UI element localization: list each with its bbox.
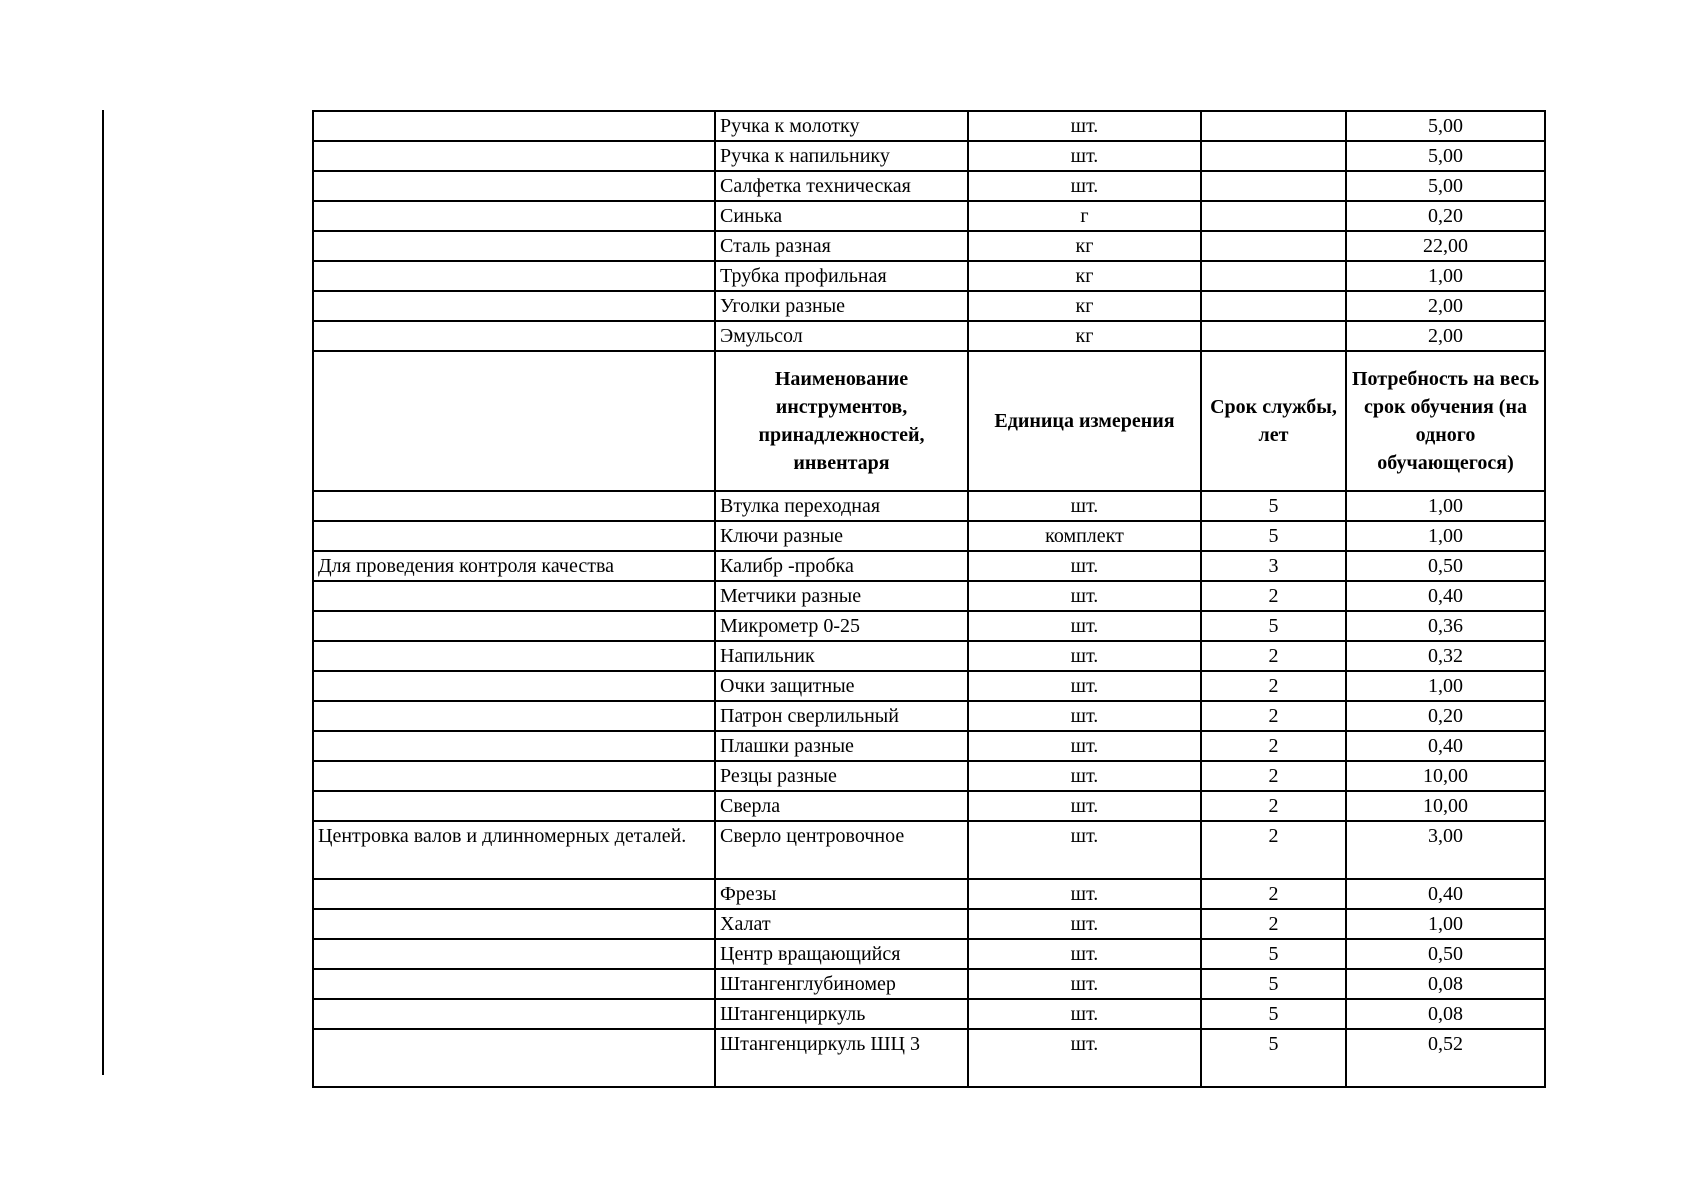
service-life-cell [1201, 201, 1346, 231]
table-row [313, 141, 1545, 171]
service-life-cell: 2 [1201, 791, 1346, 821]
unit-cell: г [968, 201, 1201, 231]
service-life-cell: 2 [1201, 879, 1346, 909]
category-cell [313, 291, 715, 321]
category-cell [313, 171, 715, 201]
table-row [313, 999, 1545, 1029]
table-row [313, 201, 1545, 231]
quantity-cell: 0,50 [1346, 939, 1545, 969]
item-name-cell: Эмульсол [715, 321, 968, 351]
unit-cell: шт. [968, 551, 1201, 581]
unit-cell: кг [968, 261, 1201, 291]
unit-cell: шт. [968, 761, 1201, 791]
unit-cell: кг [968, 291, 1201, 321]
category-cell: Для проведения контроля качества [313, 551, 715, 581]
item-name-cell: Штангенциркуль [715, 999, 968, 1029]
header-unit: Единица измерения [968, 351, 1201, 491]
unit-cell: кг [968, 231, 1201, 261]
item-name-cell: Резцы разные [715, 761, 968, 791]
unit-cell: шт. [968, 1029, 1201, 1087]
table-row [313, 969, 1545, 999]
item-name-cell: Халат [715, 909, 968, 939]
table-row [313, 521, 1545, 551]
item-name-cell: Ключи разные [715, 521, 968, 551]
quantity-cell: 5,00 [1346, 141, 1545, 171]
materials-section [313, 111, 1545, 351]
item-name-cell: Микрометр 0-25 [715, 611, 968, 641]
unit-cell: шт. [968, 821, 1201, 879]
unit-cell: шт. [968, 999, 1201, 1029]
item-name-cell: Штангенглубиномер [715, 969, 968, 999]
service-life-cell: 2 [1201, 761, 1346, 791]
unit-cell: комплект [968, 521, 1201, 551]
service-life-cell [1201, 171, 1346, 201]
service-life-cell [1201, 141, 1346, 171]
item-name-cell: Салфетка техническая [715, 171, 968, 201]
item-name-cell: Напильник [715, 641, 968, 671]
category-cell [313, 231, 715, 261]
unit-cell: шт. [968, 141, 1201, 171]
service-life-cell: 5 [1201, 969, 1346, 999]
quantity-cell: 1,00 [1346, 261, 1545, 291]
category-cell: Центровка валов и длинномерных деталей. [313, 821, 715, 879]
quantity-cell: 0,40 [1346, 731, 1545, 761]
quantity-cell: 0,20 [1346, 201, 1545, 231]
item-name-cell: Метчики разные [715, 581, 968, 611]
service-life-cell: 2 [1201, 581, 1346, 611]
service-life-cell: 5 [1201, 521, 1346, 551]
item-name-cell: Втулка переходная [715, 491, 968, 521]
header-need: Потребность на весь срок обучения (на одного обучающегося) [1346, 351, 1545, 491]
item-name-cell: Фрезы [715, 879, 968, 909]
quantity-cell: 0,40 [1346, 879, 1545, 909]
service-life-cell: 5 [1201, 939, 1346, 969]
category-cell [313, 701, 715, 731]
item-name-cell: Ручка к напильнику [715, 141, 968, 171]
table-row [313, 939, 1545, 969]
service-life-cell: 2 [1201, 701, 1346, 731]
category-cell [313, 641, 715, 671]
quantity-cell: 10,00 [1346, 761, 1545, 791]
table-row [313, 701, 1545, 731]
item-name-cell: Штангенциркуль ШЦ 3 [715, 1029, 968, 1087]
table-row [313, 761, 1545, 791]
unit-cell: шт. [968, 491, 1201, 521]
service-life-cell: 2 [1201, 909, 1346, 939]
table-header-row [313, 351, 1545, 491]
unit-cell: шт. [968, 969, 1201, 999]
quantity-cell: 0,40 [1346, 581, 1545, 611]
unit-cell: шт. [968, 909, 1201, 939]
table-row [313, 291, 1545, 321]
category-cell [313, 909, 715, 939]
item-name-cell: Уголки разные [715, 291, 968, 321]
table-row [313, 321, 1545, 351]
category-cell [313, 111, 715, 141]
category-cell [313, 791, 715, 821]
category-cell [313, 761, 715, 791]
category-cell [313, 321, 715, 351]
category-cell [313, 969, 715, 999]
service-life-cell [1201, 321, 1346, 351]
table-row [313, 879, 1545, 909]
service-life-cell: 2 [1201, 671, 1346, 701]
category-cell [313, 999, 715, 1029]
unit-cell: шт. [968, 939, 1201, 969]
item-name-cell: Трубка профильная [715, 261, 968, 291]
category-cell [313, 611, 715, 641]
category-cell [313, 521, 715, 551]
quantity-cell: 10,00 [1346, 791, 1545, 821]
item-name-cell: Ручка к молотку [715, 111, 968, 141]
table-row [313, 171, 1545, 201]
item-name-cell: Сверла [715, 791, 968, 821]
category-cell [313, 671, 715, 701]
table-row [313, 111, 1545, 141]
quantity-cell: 1,00 [1346, 909, 1545, 939]
unit-cell: шт. [968, 581, 1201, 611]
table-row [313, 231, 1545, 261]
service-life-cell [1201, 231, 1346, 261]
service-life-cell: 5 [1201, 611, 1346, 641]
quantity-cell: 5,00 [1346, 111, 1545, 141]
left-margin-rule [102, 110, 104, 1075]
service-life-cell: 2 [1201, 821, 1346, 879]
service-life-cell [1201, 111, 1346, 141]
item-name-cell: Очки защитные [715, 671, 968, 701]
unit-cell: шт. [968, 731, 1201, 761]
item-name-cell: Сверло центровочное [715, 821, 968, 879]
category-cell [313, 491, 715, 521]
table-row [313, 731, 1545, 761]
item-name-cell: Синька [715, 201, 968, 231]
category-cell [313, 731, 715, 761]
unit-cell: шт. [968, 641, 1201, 671]
item-name-cell: Центр вращающийся [715, 939, 968, 969]
header-name: Наименование инструментов, принадлежностей, инвентаря [715, 351, 968, 491]
quantity-cell: 1,00 [1346, 671, 1545, 701]
category-cell [313, 879, 715, 909]
header-service-life: Срок службы, лет [1201, 351, 1346, 491]
quantity-cell: 5,00 [1346, 171, 1545, 201]
quantity-cell: 0,20 [1346, 701, 1545, 731]
quantity-cell: 0,52 [1346, 1029, 1545, 1087]
quantity-cell: 1,00 [1346, 521, 1545, 551]
unit-cell: шт. [968, 791, 1201, 821]
unit-cell: кг [968, 321, 1201, 351]
unit-cell: шт. [968, 171, 1201, 201]
service-life-cell [1201, 291, 1346, 321]
quantity-cell: 3,00 [1346, 821, 1545, 879]
service-life-cell: 3 [1201, 551, 1346, 581]
item-name-cell: Плашки разные [715, 731, 968, 761]
quantity-cell: 22,00 [1346, 231, 1545, 261]
unit-cell: шт. [968, 111, 1201, 141]
unit-cell: шт. [968, 701, 1201, 731]
table-row [313, 821, 1545, 879]
table-row [313, 551, 1545, 581]
service-life-cell: 2 [1201, 731, 1346, 761]
unit-cell: шт. [968, 671, 1201, 701]
quantity-cell: 2,00 [1346, 321, 1545, 351]
tools-header-section [313, 351, 1545, 491]
table-row [313, 671, 1545, 701]
table-row [313, 261, 1545, 291]
service-life-cell: 5 [1201, 999, 1346, 1029]
quantity-cell: 0,50 [1346, 551, 1545, 581]
quantity-cell: 0,08 [1346, 969, 1545, 999]
quantity-cell: 2,00 [1346, 291, 1545, 321]
tools-section [313, 491, 1545, 1087]
item-name-cell: Сталь разная [715, 231, 968, 261]
category-cell [313, 1029, 715, 1087]
item-name-cell: Калибр -пробка [715, 551, 968, 581]
service-life-cell: 5 [1201, 1029, 1346, 1087]
table-row [313, 641, 1545, 671]
table-row [313, 581, 1545, 611]
item-name-cell: Патрон сверлильный [715, 701, 968, 731]
quantity-cell: 0,36 [1346, 611, 1545, 641]
unit-cell: шт. [968, 611, 1201, 641]
category-cell [313, 261, 715, 291]
equipment-table [312, 110, 1546, 1088]
service-life-cell [1201, 261, 1346, 291]
quantity-cell: 0,32 [1346, 641, 1545, 671]
table-row [313, 909, 1545, 939]
category-cell [313, 201, 715, 231]
quantity-cell: 1,00 [1346, 491, 1545, 521]
category-cell [313, 581, 715, 611]
header-category-cell [313, 351, 715, 491]
table-row [313, 1029, 1545, 1087]
quantity-cell: 0,08 [1346, 999, 1545, 1029]
service-life-cell: 2 [1201, 641, 1346, 671]
category-cell [313, 939, 715, 969]
table-row [313, 791, 1545, 821]
category-cell [313, 141, 715, 171]
unit-cell: шт. [968, 879, 1201, 909]
service-life-cell: 5 [1201, 491, 1346, 521]
table-row [313, 611, 1545, 641]
table-row [313, 491, 1545, 521]
